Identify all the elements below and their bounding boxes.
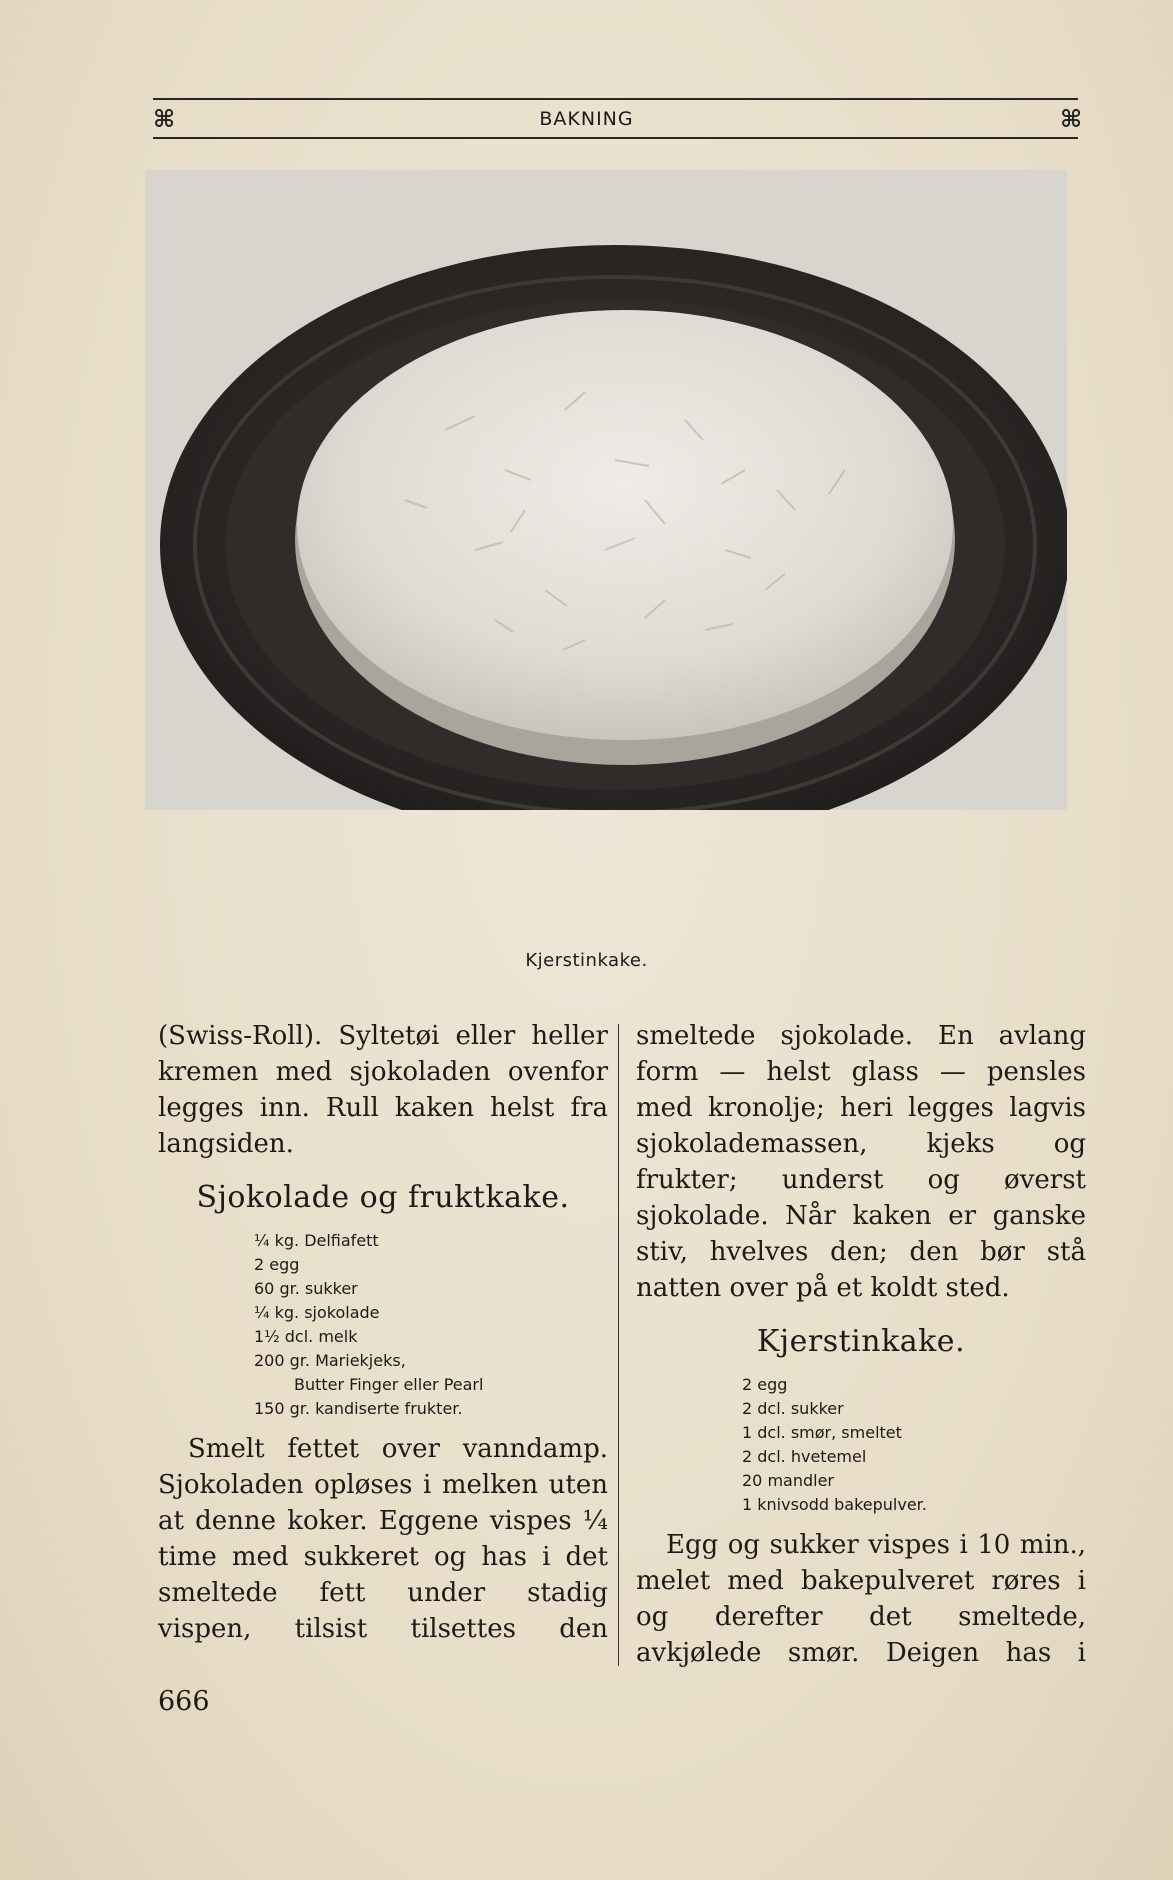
recipe-heading-sjokolade: Sjokolade og fruktkake. xyxy=(196,1180,570,1215)
figure-caption: Kjerstinkake. xyxy=(525,950,648,971)
method-paragraph-kjerstinkake: Egg og sukker vispes i 10 min., melet med bakepulveret røres i og derefter det smeltede, avkjølede smør. Deigen has i xyxy=(636,1530,1086,1668)
intro-paragraph: (Swiss-Roll). Syltetøi eller heller kremen med sjokoladen ovenfor legges inn. Rull kaken helst fra langsiden. xyxy=(158,1021,608,1159)
continued-paragraph: smeltede sjokolade. En avlang form — helst glass — pensles med kronolje; heri legges lagvis sjokolademassen, kjeks og frukter; underst og øverst sjokolade. Når kaken er ganske stiv, hvelves den; den bør stå natten over på et koldt sted. xyxy=(636,1021,1086,1303)
method-paragraph-sjokolade: Smelt fettet over vanndamp. Sjokoladen opløses i melken uten at denne koker. Eggene vispes ¼ time med sukkeret og has i det smeltede fett under stadig vispen, tilsist tilsettes den xyxy=(158,1434,608,1644)
ingredient-list-kjerstinkake xyxy=(742,1373,1086,1517)
cake-top xyxy=(297,310,953,740)
recipe-heading-kjerstinkake: Kjerstinkake. xyxy=(756,1324,966,1359)
list-item: 1 dcl. smør, smeltet xyxy=(742,1423,902,1442)
cake-photograph xyxy=(145,170,1067,810)
list-item: 1½ dcl. melk xyxy=(254,1327,358,1346)
left-column xyxy=(158,1018,608,1647)
header-ornament-right-icon: ⌘ xyxy=(1060,104,1083,133)
list-item: 2 dcl. hvetemel xyxy=(742,1447,867,1466)
list-item: 2 egg xyxy=(254,1255,300,1274)
header-rule-top xyxy=(153,98,1078,100)
list-item: 2 egg xyxy=(742,1375,788,1394)
list-item: 200 gr. Mariekjeks, xyxy=(254,1351,406,1370)
list-item: 150 gr. kandiserte frukter. xyxy=(254,1399,463,1418)
page-number: 666 xyxy=(158,1686,210,1717)
list-item: Butter Finger eller Pearl xyxy=(294,1375,484,1394)
list-item: ¼ kg. Delfiafett xyxy=(254,1231,379,1250)
column-divider xyxy=(618,1024,619,1666)
cake-on-plate-image xyxy=(145,170,1067,810)
right-column xyxy=(636,1018,1086,1671)
list-item: 60 gr. sukker xyxy=(254,1279,358,1298)
ingredient-list-sjokolade xyxy=(254,1229,608,1421)
list-item: ¼ kg. sjokolade xyxy=(254,1303,380,1322)
list-item: 2 dcl. sukker xyxy=(742,1399,844,1418)
header-ornament-left-icon: ⌘ xyxy=(153,104,176,133)
list-item: 20 mandler xyxy=(742,1471,834,1490)
running-header: BAKNING xyxy=(539,108,634,130)
list-item: 1 knivsodd bakepulver. xyxy=(742,1495,927,1514)
header-rule-bottom xyxy=(153,137,1078,139)
